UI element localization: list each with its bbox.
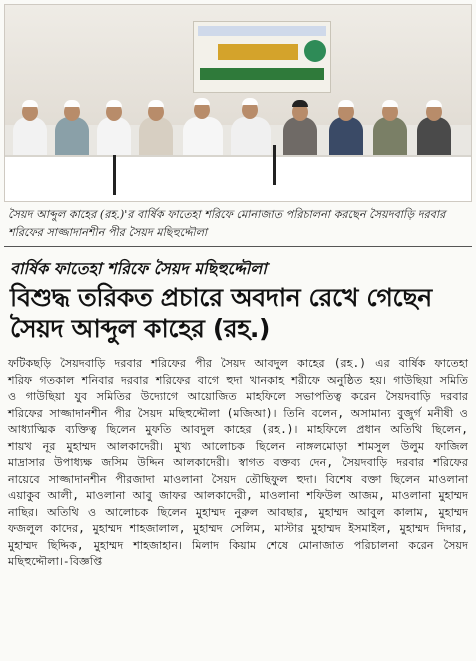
attendee-cap (382, 100, 398, 107)
attendee-cap (426, 100, 442, 107)
photo-caption: সৈয়দ আব্দুল কাহের (রহ.)'র বার্ষিক ফাতেহা শরিফে মোনাজাত পরিচালনা করছেন সৈয়দবাড়ি দরবার শরিফের সাজ্জাদানশীন পীর সৈয়দ মছিহুদ্দৌলা (8, 208, 446, 239)
article-headline: বিশুদ্ধ তরিকত প্রচারে অবদান রেখে গেছেন সৈয়দ আব্দুল কাহের (রহ.) (10, 283, 432, 343)
news-photo (4, 4, 472, 202)
banner-logo (304, 40, 326, 62)
article-kicker: বার্ষিক ফাতেহা শরিফে সৈয়দ মছিহুদ্দৌলা (10, 259, 267, 278)
microphone-stand (113, 155, 116, 195)
article-body: ফটিকছড়ি সৈয়দবাড়ি দরবার শরিফের পীর সৈয়দ আবদুল কাহের (রহ.) এর বার্ষিক ফাতেহা শরিফ গতকাল শনিবার দরবার শরিফের বাগে হুদা খানকাহ শরীফে অনুষ্ঠিত হয়। গাউছিয়া সমিতি ও গাউছিয়া যুব সমিতির উদ্যোগে আয়োজিত মাহফিলে সভাপতিত্ব করেন সৈয়দবাড়ি দরবার শরিফের সাজ্জাদানশীন পীর সৈয়দ মছিহুদ্দৌলা (মজিআ)। তিনি বলেন, অসামান্য বুজুর্গ মনীষী ও আধ্যাত্মিক ব্যক্তিত্ব ছিলেন মুফতি আবদুল কাহের (রহ.)। মাহফিলে প্রধান অতিথি ছিলেন, শায়খ নূর মুহাম্মদ আলকাদেরী। মুখ্য আলোচক ছিলেন নাঙ্গলমোড়া শামসুল উলুম ফাজিল মাদ্রাসার উপাধ্যক্ষ জসিম উদ্দিন আলকাদেরী। স্বাগত বক্তব্য দেন, সৈয়দবাড়ি দরবার শরিফের নায়েবে সাজ্জাদানশীন পীরজাদা মাওলানা সৈয়দ তৌছিফুল হুদা। বিশেষ বক্তা ছিলেন মাওলানা এয়াকুব আলী, মাওলানা আবু জাফর আলকাদেরী, মাওলানা শফিউল আজম, মাওলানা মুহাম্মদ নাছির। অতিথি ও আলোচক ছিলেন মুহাম্মদ নুরুল আবছার, মুহাম্মদ আবুল কালাম, মুহাম্মদ ফজলুল কাদের, মুহাম্মদ শাহজালাল, মুহাম্মদ সেলিম, মাস্টার মুহাম্মদ ইসমাইল, মুহাম্মদ দিদার, মুহাম্মদ ছিদ্দিক, মুহাম্মদ শাহজাহান। মিলাদ কিয়াম শেষে মোনাজাত পরিচালনা করেন সৈয়দ মছিহুদ্দৌলা।-বিজ্ঞপ্তি (8, 357, 468, 568)
attendee-cap (292, 100, 308, 107)
stage-table (5, 155, 471, 202)
caption-divider (4, 246, 472, 247)
attendee-cap (242, 98, 258, 105)
attendee-cap (194, 98, 210, 105)
attendee-cap (106, 100, 122, 107)
attendee-cap (338, 100, 354, 107)
attendee-cap (148, 100, 164, 107)
banner-title-block (218, 44, 298, 60)
microphone-stand (273, 145, 276, 185)
event-banner (193, 21, 331, 93)
attendee-cap (22, 100, 38, 107)
banner-footer-block (200, 68, 324, 80)
banner-strip (198, 26, 326, 36)
attendee-cap (64, 100, 80, 107)
